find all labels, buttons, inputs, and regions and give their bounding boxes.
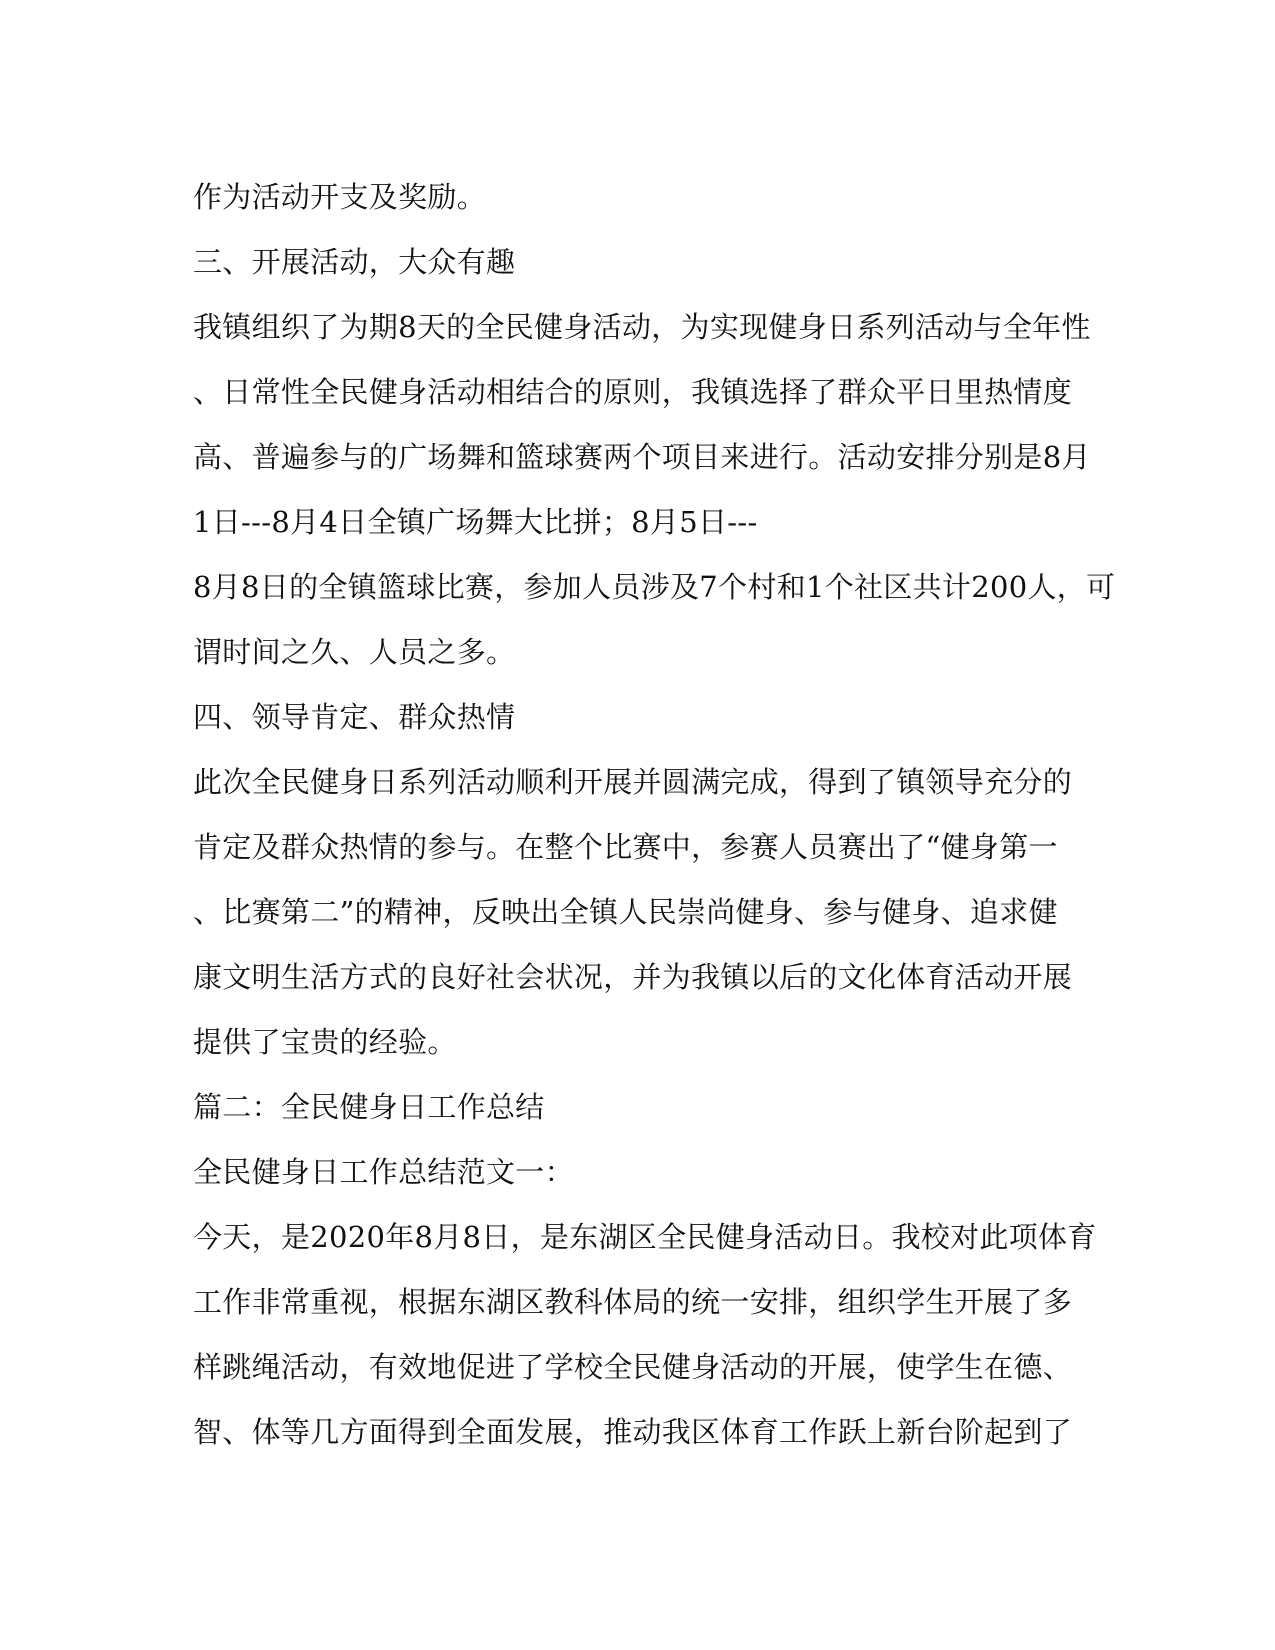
subheading: 全民健身日工作总结范文一： [193,1155,574,1189]
section-heading: 四、领导肯定、群众热情 [193,700,516,734]
text-line: 8月8日的全镇篮球比赛，参加人员涉及7个村和1个社区共计200人，可 [193,570,1116,604]
text-line: 康文明生活方式的良好社会状况，并为我镇以后的文化体育活动开展 [193,960,1073,994]
text-line: 肯定及群众热情的参与。在整个比赛中，参赛人员赛出了“健身第一 [193,830,1058,864]
text-line: 高、普遍参与的广场舞和篮球赛两个项目来进行。活动安排分别是8月 [193,440,1091,474]
text-line: 今天，是2020年8月8日，是东湖区全民健身活动日。我校对此项体育 [193,1220,1097,1254]
section-heading: 三、开展活动，大众有趣 [193,245,516,279]
text-line: 智、体等几方面得到全面发展，推动我区体育工作跃上新台阶起到了 [193,1415,1073,1449]
text-line: 提供了宝贵的经验。 [193,1025,457,1059]
text-line: 、日常性全民健身活动相结合的原则，我镇选择了群众平日里热情度 [193,375,1073,409]
text-line: 工作非常重视，根据东湖区教科体局的统一安排，组织学生开展了多 [193,1285,1073,1319]
document-body [193,165,1116,1465]
text-line: 谓时间之久、人员之多。 [193,635,516,669]
text-line: 我镇组织了为期8天的全民健身活动，为实现健身日系列活动与全年性 [193,310,1091,344]
text-line: 此次全民健身日系列活动顺利开展并圆满完成，得到了镇领导充分的 [193,765,1073,799]
chapter-heading: 篇二：全民健身日工作总结 [193,1090,545,1124]
text-line: 1日---8月4日全镇广场舞大比拼；8月5日--- [193,505,758,539]
text-line: 样跳绳活动，有效地促进了学校全民健身活动的开展，使学生在德、 [193,1350,1073,1384]
text-line: 作为活动开支及奖励。 [193,180,487,214]
text-line: 、比赛第二”的精神，反映出全镇人民崇尚健身、参与健身、追求健 [193,895,1058,929]
